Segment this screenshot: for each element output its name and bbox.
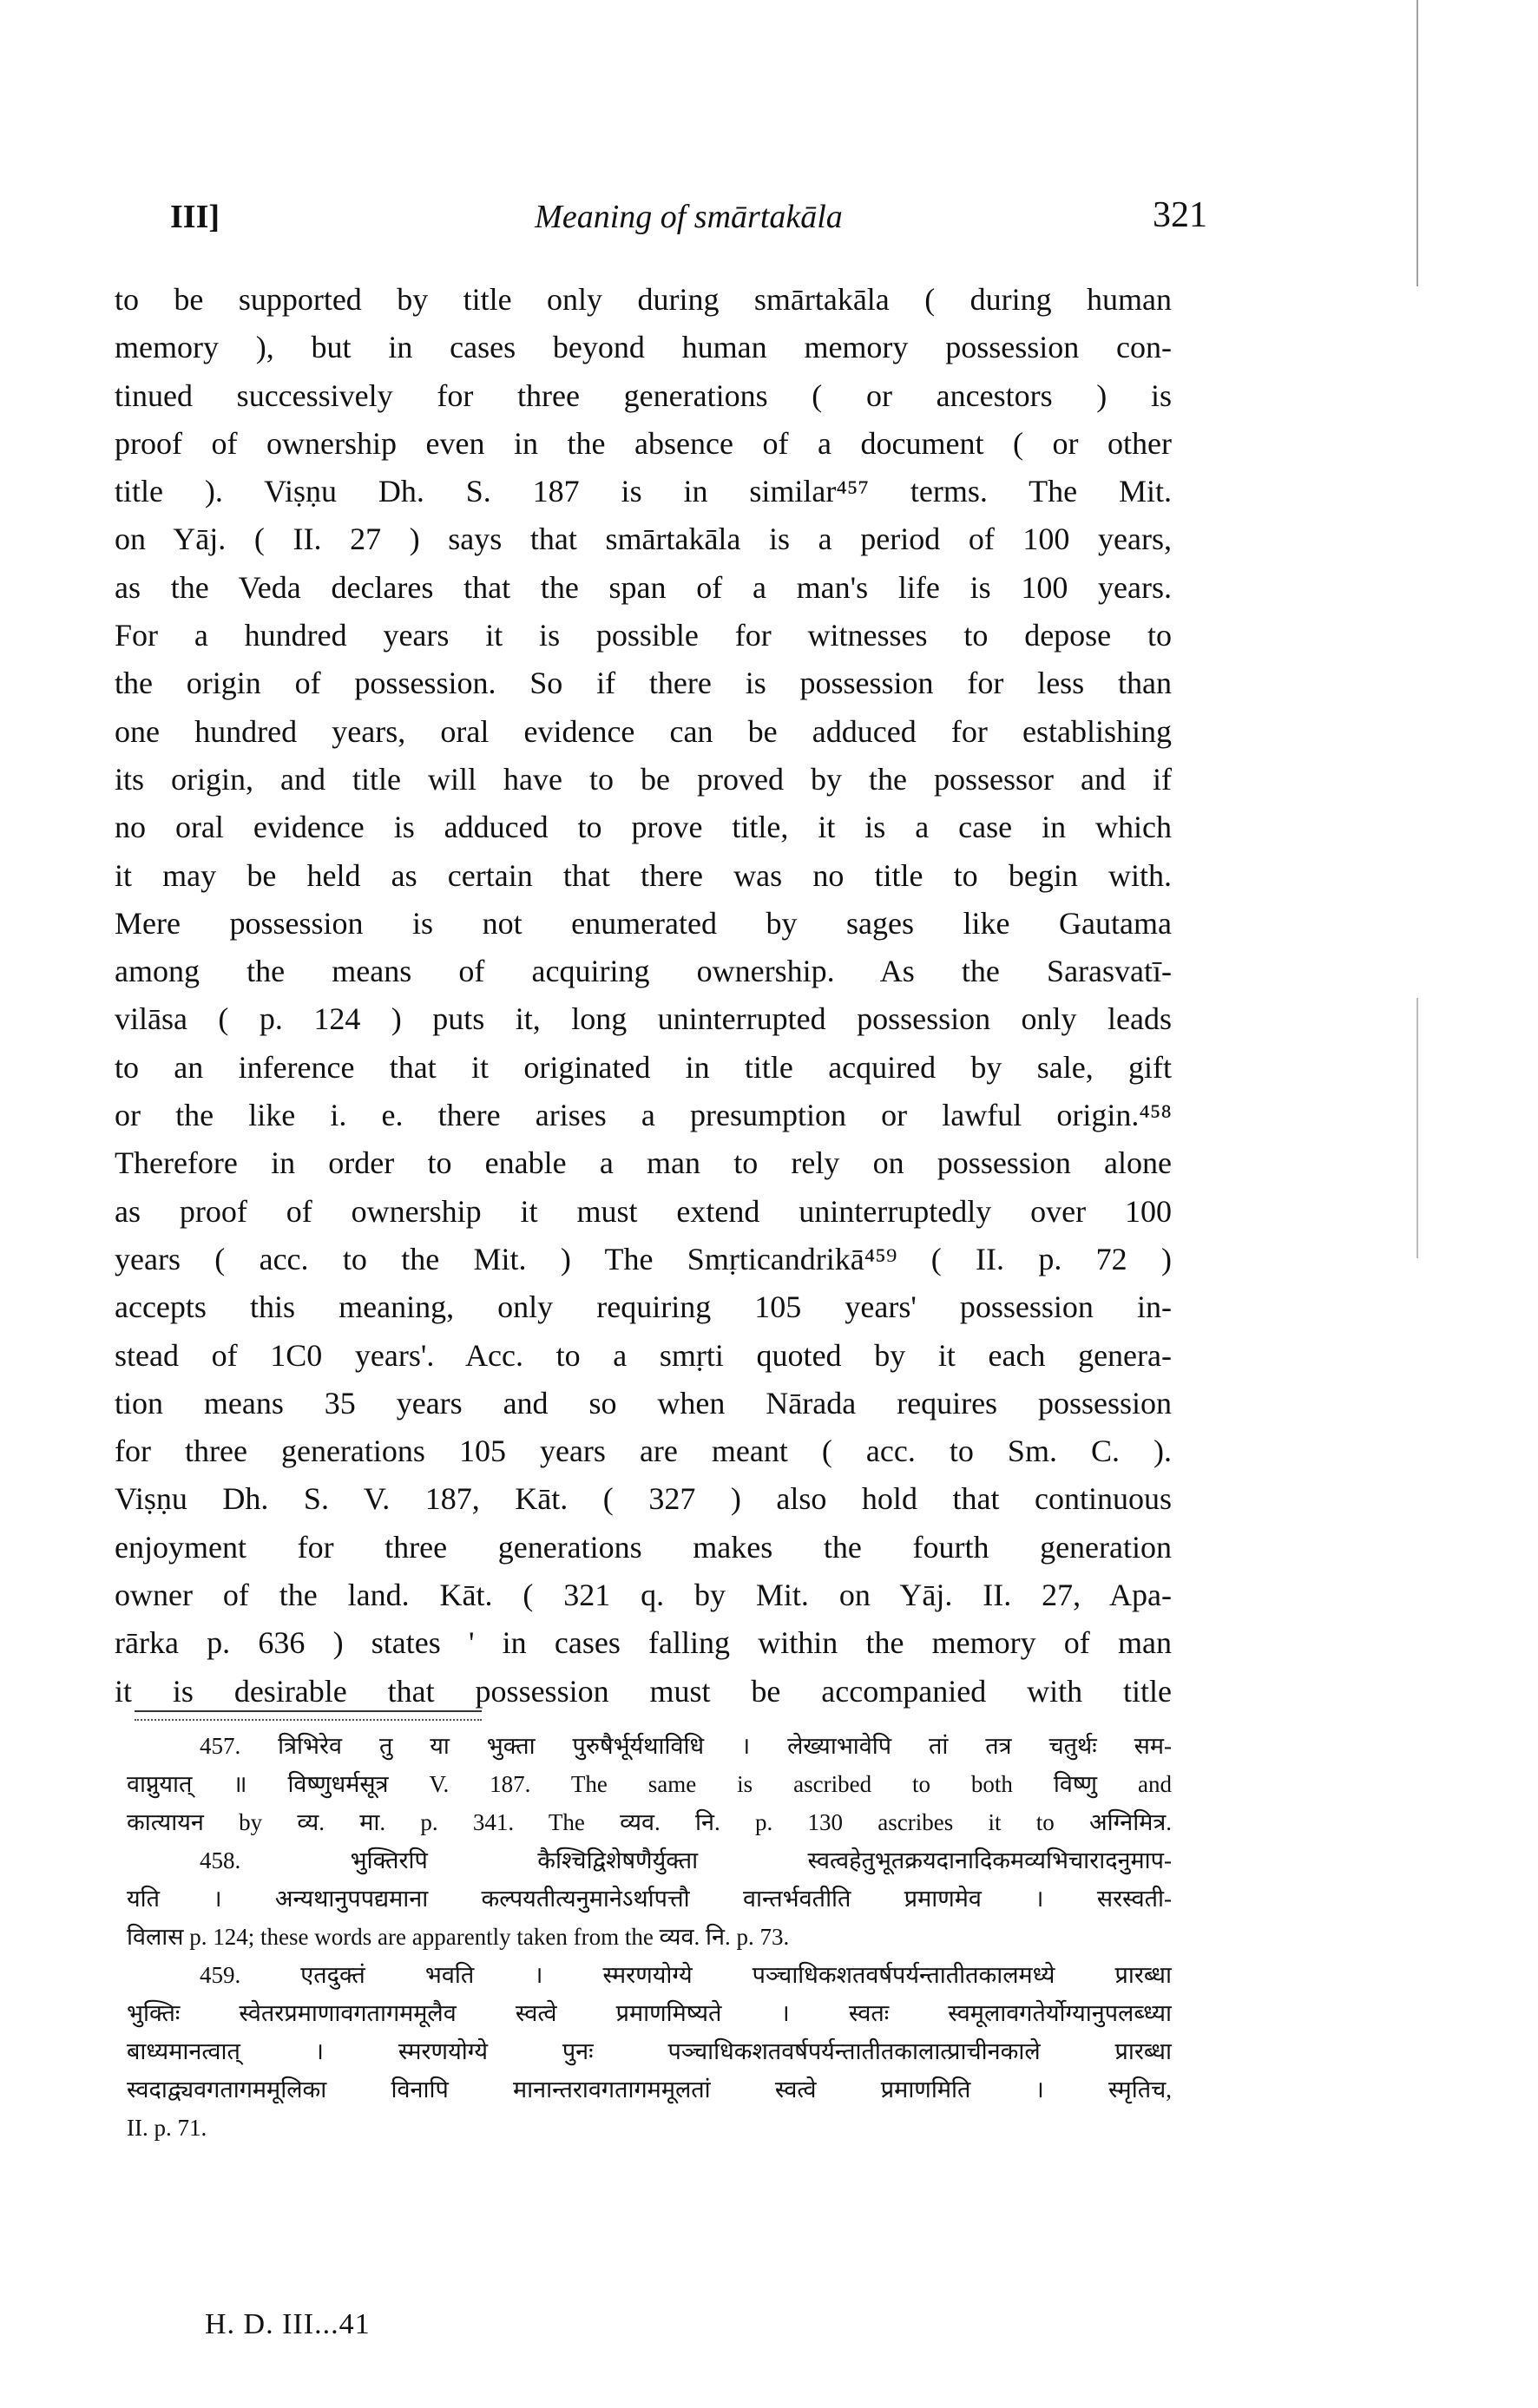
page-edge-line bbox=[1416, 998, 1418, 1258]
body-line: the origin of possession. So if there is possession for less than bbox=[115, 666, 1172, 701]
body-line: enjoyment for three generations makes the fourth generation bbox=[115, 1529, 1172, 1565]
body-line: for three generations 105 years are meant ( acc. to Sm. C. ). bbox=[115, 1434, 1172, 1469]
footnote-line: वाप्नुयात् ॥ विष्णुधर्मसूत्र V. 187. The same is ascribed to both विष्णु and bbox=[127, 1771, 1172, 1797]
footnote-line: 457. त्रिभिरेव तु या भुक्ता पुरुषैर्भूर्यथाविधि । लेख्याभावेपि तां तत्र चतुर्थः सम- bbox=[200, 1733, 1172, 1759]
body-text bbox=[115, 276, 1172, 1716]
body-line: vilāsa ( p. 124 ) puts it, long uninterrupted possession only leads bbox=[115, 1001, 1172, 1037]
body-line: among the means of acquiring ownership. As the Sarasvatī- bbox=[115, 954, 1172, 989]
footnote-line: यति । अन्यथानुपपद्यमाना कल्पयतीत्यनुमानेऽर्थापत्तौ वान्तर्भवतीति प्रमाणमेव । सरस्वती- bbox=[127, 1886, 1172, 1912]
footnote-divider bbox=[135, 1710, 482, 1721]
body-line: no oral evidence is adduced to prove title, it is a case in which bbox=[115, 810, 1172, 845]
body-line: tinued successively for three generations ( or ancestors ) is bbox=[115, 377, 1172, 413]
body-line: accepts this meaning, only requiring 105 years' possession in- bbox=[115, 1289, 1172, 1325]
signature-mark: H. D. III...41 bbox=[205, 2308, 371, 2340]
body-line: proof of ownership even in the absence of a document ( or other bbox=[115, 425, 1172, 461]
body-line: on Yāj. ( II. 27 ) says that smārtakāla is a period of 100 years, bbox=[115, 522, 1172, 557]
body-line: to be supported by title only during smārtakāla ( during human bbox=[115, 282, 1172, 317]
body-line: tion means 35 years and so when Nārada requires possession bbox=[115, 1385, 1172, 1421]
body-line: owner of the land. Kāt. ( 321 q. by Mit. on Yāj. II. 27, Apa- bbox=[115, 1578, 1172, 1613]
footnote-line: भुक्तिः स्वेतरप्रमाणावगतागममूलैव स्वत्वे प्रमाणमिष्यते । स्वतः स्वमूलावगतेर्योग्यानुपलब्ध्या bbox=[127, 2000, 1172, 2026]
body-line: to an inference that it originated in title acquired by sale, gift bbox=[115, 1049, 1172, 1085]
body-line: one hundred years, oral evidence can be adduced for establishing bbox=[115, 713, 1172, 749]
body-line: Mere possession is not enumerated by sages like Gautama bbox=[115, 905, 1172, 941]
body-line: as the Veda declares that the span of a man's life is 100 years. bbox=[115, 569, 1172, 605]
running-head bbox=[170, 195, 1207, 241]
body-line: its origin, and title will have to be proved by the possessor and if bbox=[115, 761, 1172, 797]
body-line: years ( acc. to the Mit. ) The Smṛticandrikā⁴⁵⁹ ( II. p. 72 ) bbox=[115, 1241, 1172, 1276]
running-title: Meaning of smārtakāla bbox=[535, 199, 843, 235]
body-line: Viṣṇu Dh. S. V. 187, Kāt. ( 327 ) also hold that continuous bbox=[115, 1481, 1172, 1517]
page-edge-line bbox=[1416, 0, 1418, 286]
page-number: 321 bbox=[1153, 195, 1207, 235]
footnote-line: कात्यायन by व्य. मा. p. 341. The व्यव. नि. p. 130 ascribes it to अग्निमित्र. bbox=[127, 1809, 1172, 1835]
body-line: For a hundred years it is possible for witnesses to depose to bbox=[115, 618, 1172, 653]
footnote-line: 458. भुक्तिरपि कैश्चिद्विशेषणैर्युक्ता स्वत्वहेतुभूतक्रयदानादिकमव्यभिचारादनुमाप- bbox=[200, 1847, 1172, 1873]
body-line: as proof of ownership it must extend uninterruptedly over 100 bbox=[115, 1193, 1172, 1229]
footnote-line: स्वदाद्व्यवगतागममूलिका विनापि मानान्तरावगतागममूलतां स्वत्वे प्रमाणमिति । स्मृतिच, bbox=[127, 2077, 1172, 2103]
body-line: rārka p. 636 ) states ' in cases falling within the memory of man bbox=[115, 1625, 1172, 1661]
body-line: or the like i. e. there arises a presumption or lawful origin.⁴⁵⁸ bbox=[115, 1098, 1172, 1133]
footnote-line: विलास p. 124; these words are apparently taken from the व्यव. नि. p. 73. bbox=[127, 1924, 790, 1950]
body-line: it may be held as certain that there was no title to begin with. bbox=[115, 857, 1172, 893]
footnote-line: II. p. 71. bbox=[127, 2115, 207, 2141]
body-line: Therefore in order to enable a man to rely on possession alone bbox=[115, 1145, 1172, 1181]
body-line: stead of 1C0 years'. Acc. to a smṛti quoted by it each genera- bbox=[115, 1337, 1172, 1373]
body-line: memory ), but in cases beyond human memory possession con- bbox=[115, 330, 1172, 365]
body-line: it is desirable that possession must be accompanied with title bbox=[115, 1673, 1172, 1709]
chapter-marker: III] bbox=[170, 199, 220, 235]
footnotes bbox=[127, 1727, 1172, 2147]
footnote-line: बाध्यमानत्वात् । स्मरणयोग्ये पुनः पञ्चाधिकशतवर्षपर्यन्तातीतकालात्प्राचीनकाले प्रारब्धा bbox=[127, 2038, 1172, 2064]
body-line: title ). Viṣṇu Dh. S. 187 is in similar⁴⁵⁷ terms. The Mit. bbox=[115, 474, 1172, 509]
footnote-line: 459. एतदुक्तं भवति । स्मरणयोग्ये पञ्चाधिकशतवर्षपर्यन्तातीतकालमध्ये प्रारब्धा bbox=[200, 1962, 1172, 1988]
